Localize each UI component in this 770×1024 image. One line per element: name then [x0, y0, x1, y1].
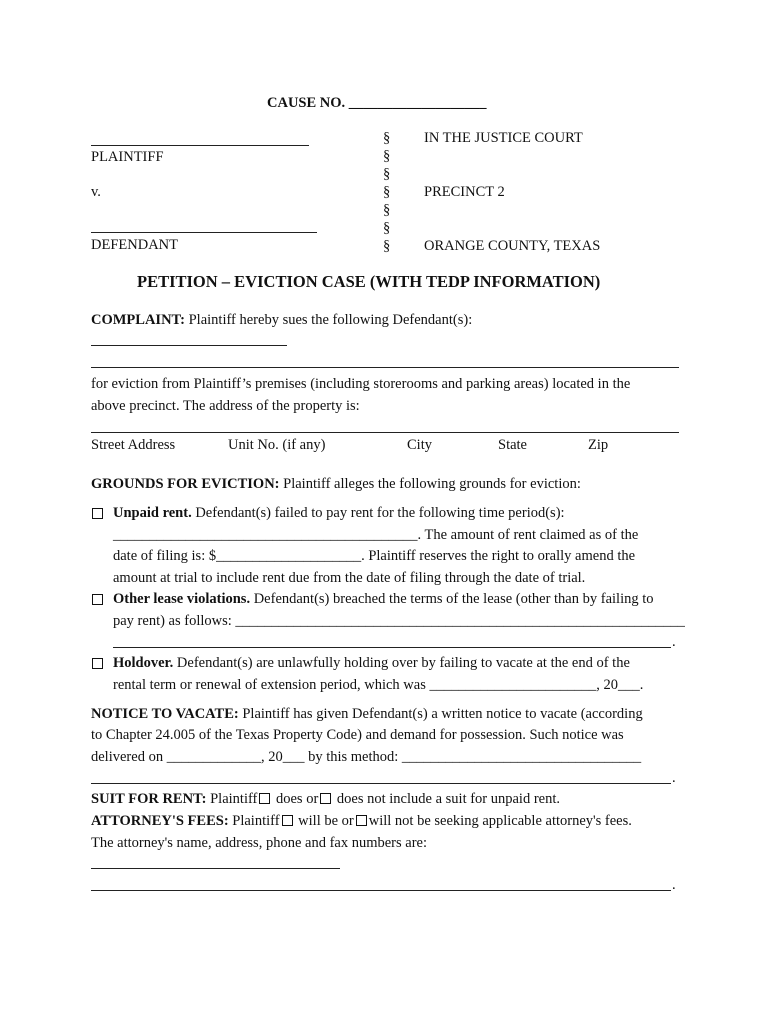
other-violations-line1: [113, 591, 654, 608]
attorney-info-line2[interactable]: [91, 890, 671, 891]
other-violations-title: Other lease violations.: [113, 591, 251, 607]
holdover-checkbox[interactable]: [92, 658, 103, 669]
premises-text-line1: for eviction from Plaintiff’s premises (including storerooms and parking areas) located in the: [91, 376, 631, 392]
defendant-names-line[interactable]: [91, 345, 287, 346]
unpaid-rent-line3[interactable]: date of filing is: $____________________. Plaintiff reserves the right to orally amend the: [113, 548, 636, 564]
property-address-line[interactable]: [91, 432, 679, 433]
section-symbol: §: [383, 202, 391, 218]
precinct-label: PRECINCT 2: [424, 184, 505, 200]
suit-does-checkbox[interactable]: [259, 793, 270, 804]
unit-label: Unit No. (if any): [228, 437, 326, 453]
suit-for-rent-line: [91, 791, 560, 808]
attorney-info-prompt: The attorney's name, address, phone and fax numbers are:: [91, 835, 427, 851]
section-symbol: §: [383, 148, 391, 164]
attorney-will-not-label: will not be seeking applicable attorney's fees.: [368, 813, 632, 829]
unpaid-rent-title: Unpaid rent.: [113, 505, 192, 521]
suit-does-label: does or: [276, 791, 319, 807]
grounds-heading: GROUNDS FOR EVICTION:: [91, 476, 280, 492]
suit-for-rent-heading: SUIT FOR RENT:: [91, 791, 207, 807]
notice-method-blank[interactable]: [91, 783, 671, 784]
suit-does-not-label: does not include a suit for unpaid rent.: [336, 791, 561, 807]
attorney-will-checkbox[interactable]: [282, 815, 293, 826]
notice-line3[interactable]: delivered on _____________, 20___ by this method: _________________________________: [91, 749, 642, 765]
other-violations-text: Defendant(s) breached the terms of the lease (other than by failing to: [253, 591, 654, 607]
plaintiff-name-line[interactable]: [91, 145, 309, 146]
grounds-paragraph: [91, 476, 581, 493]
other-violations-checkbox[interactable]: [92, 594, 103, 605]
attorney-fees-heading: ATTORNEY'S FEES:: [91, 813, 229, 829]
state-label: State: [498, 437, 527, 453]
zip-label: Zip: [588, 437, 609, 453]
attorney-info-line1[interactable]: [91, 868, 340, 869]
defendant-names-line-2[interactable]: [91, 367, 679, 368]
page-title: PETITION – EVICTION CASE (WITH TEDP INFORMATION): [137, 272, 601, 291]
unpaid-rent-text: Defendant(s) failed to pay rent for the following time period(s):: [195, 505, 565, 521]
holdover-text: Defendant(s) are unlawfully holding over by failing to vacate at the end of the: [176, 655, 630, 671]
holdover-title: Holdover.: [113, 655, 174, 671]
notice-text: Plaintiff has given Defendant(s) a written notice to vacate (according: [242, 706, 643, 722]
grounds-text: Plaintiff alleges the following grounds for eviction:: [283, 476, 581, 492]
section-symbol: §: [383, 220, 391, 236]
court-label: IN THE JUSTICE COURT: [424, 130, 583, 146]
cause-number: CAUSE NO. ___________________: [267, 95, 487, 111]
complaint-text: Plaintiff hereby sues the following Defendant(s):: [188, 312, 473, 328]
unpaid-rent-line1: [113, 505, 565, 522]
suit-does-not-checkbox[interactable]: [320, 793, 331, 804]
period: .: [672, 877, 676, 893]
attorney-will-label: will be or: [298, 813, 354, 829]
section-symbol: §: [383, 238, 391, 254]
complaint-paragraph: [91, 312, 472, 329]
period: .: [672, 634, 676, 650]
notice-heading: NOTICE TO VACATE:: [91, 706, 239, 722]
attorney-fees-pre: Plaintiff: [232, 813, 280, 829]
county-label: ORANGE COUNTY, TEXAS: [424, 238, 601, 254]
defendant-name-line[interactable]: [91, 232, 317, 233]
unpaid-rent-line4: amount at trial to include rent due from the date of filing through the date of trial.: [113, 570, 586, 586]
suit-for-rent-pre: Plaintiff: [210, 791, 258, 807]
holdover-line1: [113, 655, 630, 672]
section-symbol: §: [383, 166, 391, 182]
notice-line2: to Chapter 24.005 of the Texas Property Code) and demand for possession. Such notice was: [91, 727, 624, 743]
unpaid-rent-checkbox[interactable]: [92, 508, 103, 519]
defendant-label: DEFENDANT: [91, 237, 178, 253]
versus-label: v.: [91, 184, 101, 200]
complaint-heading: COMPLAINT:: [91, 312, 185, 328]
city-label: City: [407, 437, 432, 453]
section-symbol: §: [383, 184, 391, 200]
other-violations-line2[interactable]: pay rent) as follows: ______________________________________________________________: [113, 613, 685, 629]
notice-line1: [91, 706, 643, 723]
period: .: [672, 770, 676, 786]
attorney-will-not-checkbox[interactable]: [356, 815, 367, 826]
premises-text-line2: above precinct. The address of the property is:: [91, 398, 360, 414]
plaintiff-label: PLAINTIFF: [91, 149, 164, 165]
section-symbol: §: [383, 130, 391, 146]
holdover-line2[interactable]: rental term or renewal of extension period, which was _______________________, 20___.: [113, 677, 644, 693]
attorney-fees-line: [91, 813, 632, 830]
other-violations-blank[interactable]: [113, 647, 671, 648]
street-address-label: Street Address: [91, 437, 176, 453]
unpaid-rent-line2[interactable]: __________________________________________. The amount of rent claimed as of the: [113, 527, 639, 543]
